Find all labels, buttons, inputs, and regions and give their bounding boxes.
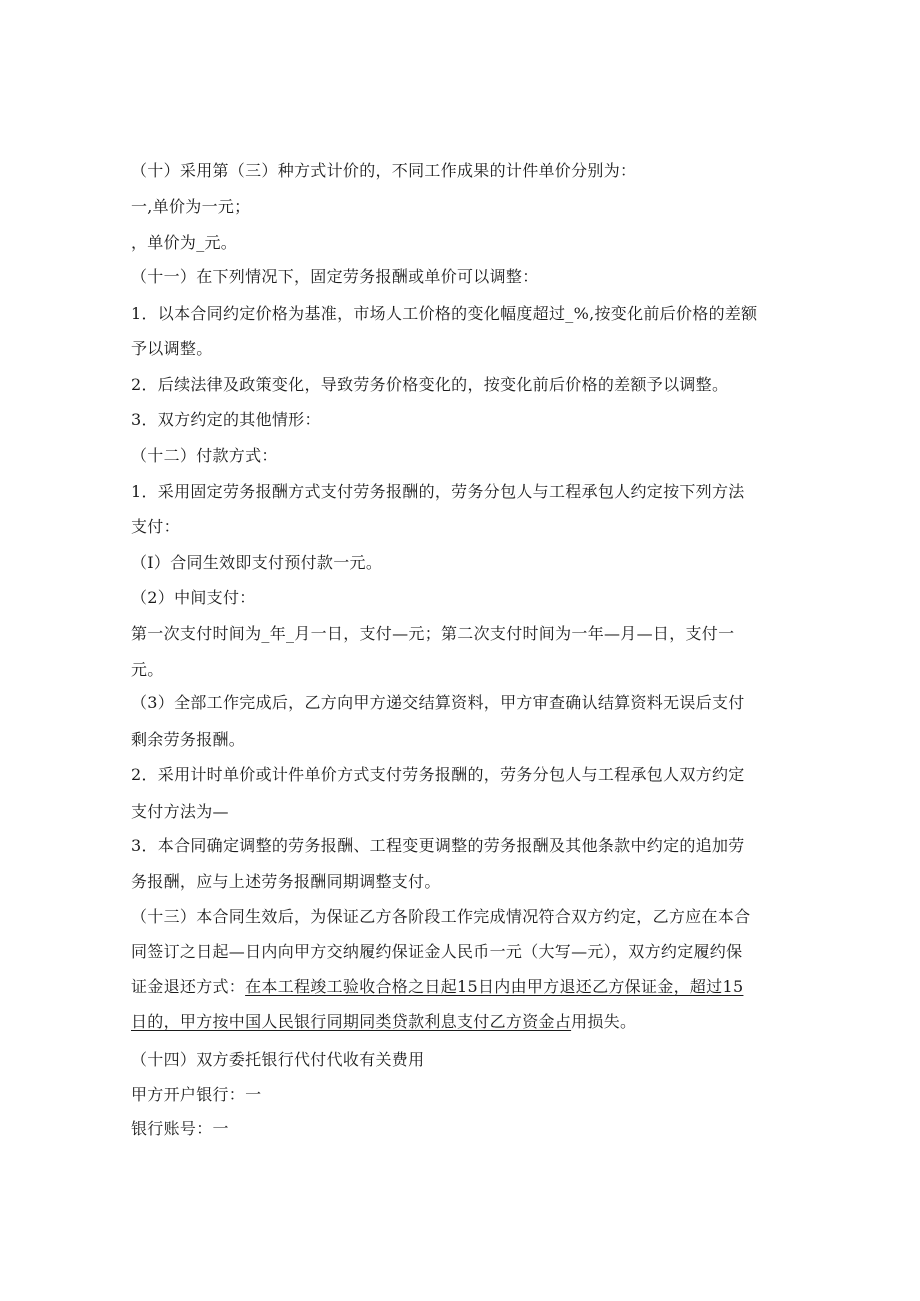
underlined-text: 在本工程竣工验收合格之日起15日内由甲方退还乙方保证金，超过15 xyxy=(245,977,744,996)
text-line: 务报酬，应与上述劳务报酬同期调整支付。 xyxy=(131,872,441,891)
text-line: （3）全部工作完成后，乙方向甲方递交结算资料，甲方审查确认结算资料无误后支付 xyxy=(131,693,745,712)
text-line: 支付方法为— xyxy=(131,802,229,821)
text-line: （十四）双方委托银行代付代收有关费用 xyxy=(131,1050,425,1069)
text-line: 第一次支付时间为_年_月一日，支付—元；第二次支付时间为一年—月—日，支付一 xyxy=(131,624,735,643)
text-line xyxy=(131,1011,791,1033)
text-line: 支付： xyxy=(131,517,180,536)
text-segment: 用损失。 xyxy=(571,1012,637,1031)
text-line: 3．本合同确定调整的劳务报酬、工程变更调整的劳务报酬及其他条款中约定的追加劳 xyxy=(131,836,745,855)
text-line: 一,单价为一元； xyxy=(131,197,251,216)
text-line: 1．采用固定劳务报酬方式支付劳务报酬的，劳务分包人与工程承包人约定按下列方法 xyxy=(131,482,745,501)
text-line: 2．采用计时单价或计件单价方式支付劳务报酬的，劳务分包人与工程承包人双方约定 xyxy=(131,765,745,784)
text-line: （2）中间支付： xyxy=(131,588,256,607)
text-line: 元。 xyxy=(131,660,164,679)
underlined-text: 日的，甲方按中国人民银行同期同类贷款利息支付乙方资金占 xyxy=(131,1012,572,1031)
text-line: 剩余劳务报酬。 xyxy=(131,730,246,749)
text-line xyxy=(131,976,791,998)
text-line: 银行账号：一 xyxy=(131,1119,229,1138)
text-segment: 证金退还方式： xyxy=(131,977,246,996)
text-line: 予以调整。 xyxy=(131,339,213,358)
text-line: （十）采用第（三）种方式计价的，不同工作成果的计件单价分别为： xyxy=(131,161,637,180)
text-line: 同签订之日起—日内向甲方交纳履约保证金人民币一元（大写—元），双方约定履约保 xyxy=(131,942,743,961)
text-line: 甲方开户银行：一 xyxy=(131,1085,262,1104)
text-line: （I）合同生效即支付预付款一元。 xyxy=(131,553,383,572)
text-line: 1．以本合同约定价格为基准，市场人工价格的变化幅度超过_%,按变化前后价格的差额 xyxy=(131,304,758,323)
text-line: （十三）本合同生效后，为保证乙方各阶段工作完成情况符合双方约定，乙方应在本合 xyxy=(131,907,751,926)
text-line: （十二）付款方式： xyxy=(131,446,278,465)
text-line: 2．后续法律及政策变化，导致劳务价格变化的，按变化前后价格的差额予以调整。 xyxy=(131,375,729,394)
text-line: ，单价为_元。 xyxy=(131,233,238,252)
text-line: 3．双方约定的其他情形： xyxy=(131,410,321,429)
text-line: （十一）在下列情况下，固定劳务报酬或单价可以调整： xyxy=(131,267,539,286)
